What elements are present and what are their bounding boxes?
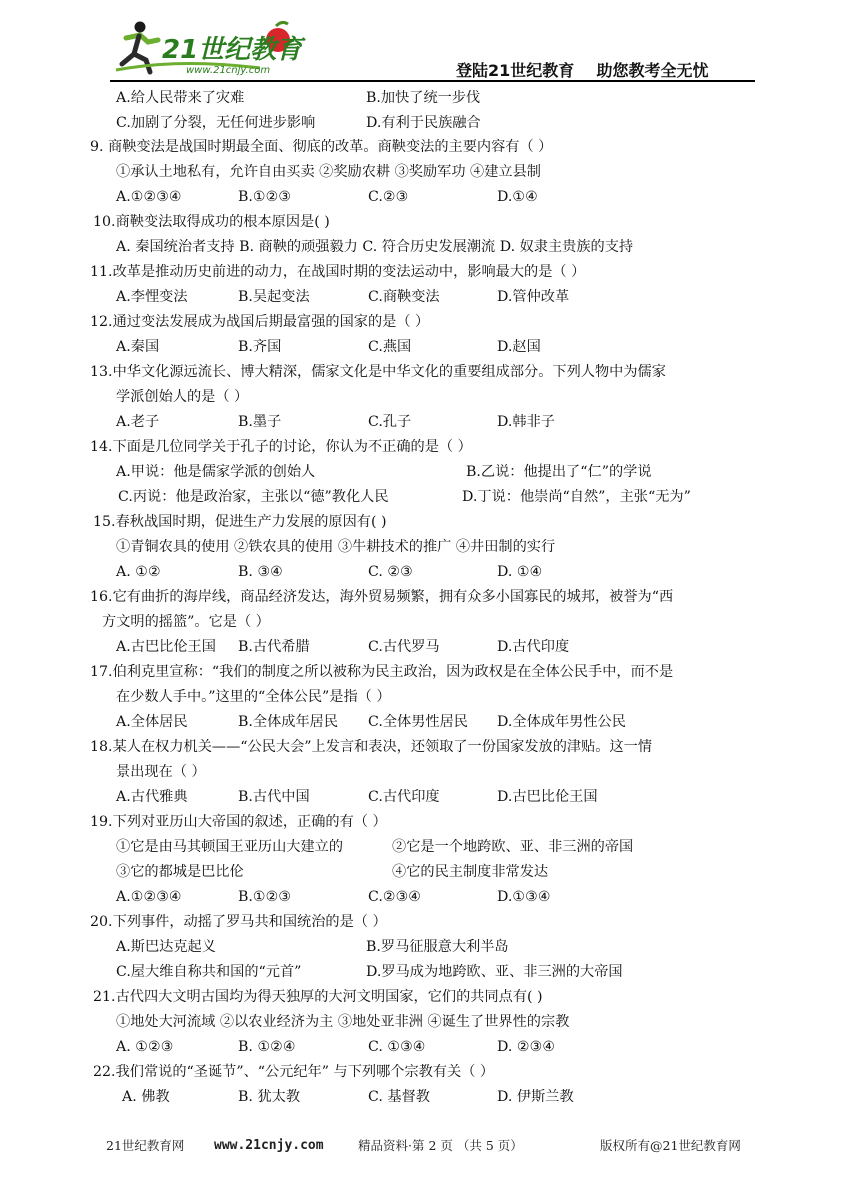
question-line	[0, 410, 860, 434]
question-line: 18.某人在权力机关——“公民大会”上发言和表决，还领取了一份国家发放的津贴。这一情	[90, 739, 653, 755]
footer-page-info: 精品资料·第 2 页 （共 5 页）	[358, 1138, 523, 1153]
question-line	[0, 185, 860, 209]
answer-option: A. 佛教	[122, 1089, 170, 1105]
question-line: 20.下列事件，动摇了罗马共和国统治的是（ ）	[90, 914, 387, 930]
answer-option: D.有利于民族融合	[366, 114, 481, 131]
question-line: 9. 商鞅变法是战国时期最全面、彻底的改革。商鞅变法的主要内容有（ ）	[90, 139, 553, 155]
question-line	[0, 635, 860, 659]
answer-option: A.全体居民	[116, 714, 188, 730]
answer-option: B.加快了统一步伐	[366, 90, 481, 106]
question-line: A. 秦国统治者支持 B. 商鞅的顽强毅力 C. 符合历史发展潮流 D. 奴隶主贵族的支持	[116, 239, 634, 255]
answer-option: A.古代雅典	[116, 789, 188, 805]
answer-option: D. 伊斯兰教	[497, 1089, 574, 1105]
header-divider	[110, 80, 755, 82]
question-line	[0, 860, 860, 884]
question-line	[0, 111, 860, 135]
site-logo	[110, 18, 310, 80]
answer-option: D. ②③④	[497, 1039, 556, 1055]
answer-option: A.①②③④	[116, 189, 182, 205]
question-line: 景出现在（ ）	[116, 764, 206, 780]
answer-option: ④它的民主制度非常发达	[392, 864, 549, 880]
question-line: 22.我们常说的“圣诞节”、“公元纪年” 与下列哪个宗教有关（ ）	[93, 1064, 495, 1080]
answer-option: A.秦国	[116, 339, 160, 355]
question-line	[0, 960, 860, 984]
question-line	[0, 285, 860, 309]
answer-option: D. ①④	[497, 564, 543, 580]
question-line: 学派创始人的是（ ）	[116, 389, 249, 405]
answer-option: A.斯巴达克起义	[116, 939, 216, 955]
question-line: 方文明的摇篮”。它是（ ）	[102, 614, 270, 630]
question-line	[0, 86, 860, 110]
answer-option: B.吴起变法	[238, 289, 310, 305]
answer-option: A. ①②	[116, 564, 161, 580]
answer-option: A. ①②③	[116, 1039, 174, 1055]
answer-option: C.燕国	[368, 339, 412, 355]
answer-option: C.屋大维自称共和国的“元首”	[116, 964, 302, 980]
answer-option: B.①②③	[238, 189, 292, 205]
answer-option: B.全体成年居民	[238, 714, 339, 730]
answer-option: A.甲说：他是儒家学派的创始人	[116, 464, 316, 480]
question-line	[0, 460, 860, 484]
answer-option: B.齐国	[238, 339, 282, 355]
answer-option: C. 基督教	[368, 1089, 430, 1105]
answer-option: D.①③④	[497, 889, 551, 905]
answer-option: D.赵国	[497, 339, 541, 355]
answer-option: B.罗马征服意大利半岛	[366, 939, 509, 955]
answer-option: C.全体男性居民	[368, 714, 468, 730]
question-line: 12.通过变法发展成为战国后期最富强的国家的是（ ）	[90, 314, 430, 330]
question-line	[0, 485, 860, 509]
answer-option: B.墨子	[238, 414, 282, 430]
question-line	[0, 1085, 860, 1109]
answer-option: B.古代中国	[238, 789, 310, 805]
answer-option: A.李悝变法	[116, 289, 188, 305]
answer-option: D.管仲改革	[497, 289, 570, 305]
answer-option: D.丁说：他崇尚“自然”，主张“无为”	[462, 489, 691, 505]
question-line: 11.改革是推动历史前进的动力，在战国时期的变法运动中，影响最大的是（ ）	[90, 264, 586, 280]
answer-option: C.②③	[368, 189, 409, 205]
answer-option: D.①④	[497, 189, 538, 205]
answer-option: B.乙说：他提出了“仁”的学说	[466, 464, 652, 480]
answer-option: A.古巴比伦王国	[116, 639, 216, 655]
question-line: ①地处大河流域 ②以农业经济为主 ③地处亚非洲 ④诞生了世界性的宗教	[116, 1014, 570, 1030]
answer-option: D.韩非子	[497, 414, 555, 430]
answer-option: A.给人民带来了灾难	[116, 90, 245, 106]
answer-option: ③它的都城是巴比伦	[116, 864, 244, 880]
header-slogan: 登陆21世纪教育 助您教考全无忧	[456, 61, 709, 80]
answer-option: B.古代希腊	[238, 639, 310, 655]
answer-option: A.老子	[116, 414, 160, 430]
question-line: 16.它有曲折的海岸线，商品经济发达，海外贸易频繁，拥有众多小国寡民的城邦，被誉为“西	[90, 589, 674, 605]
answer-option: C.商鞅变法	[368, 289, 440, 305]
answer-option: D.古巴比伦王国	[497, 789, 598, 805]
footer-website: www.21cnjy.com	[214, 1138, 324, 1153]
answer-option: D.罗马成为地跨欧、亚、非三洲的大帝国	[366, 964, 623, 980]
answer-option: C.孔子	[368, 414, 412, 430]
answer-option: A.①②③④	[116, 889, 182, 905]
answer-option: C.加剧了分裂，无任何进步影响	[116, 114, 316, 131]
question-line	[0, 335, 860, 359]
answer-option: D.全体成年男性公民	[497, 714, 626, 730]
answer-option: D.古代印度	[497, 639, 570, 655]
question-line	[0, 935, 860, 959]
answer-option: ②它是一个地跨欧、亚、非三洲的帝国	[392, 839, 634, 855]
answer-option: B.①②③	[238, 889, 292, 905]
answer-option: B. 犹太教	[238, 1089, 301, 1105]
answer-option: ①它是由马其顿国王亚历山大建立的	[116, 839, 344, 855]
page-header	[0, 0, 860, 84]
question-line: 19.下列对亚历山大帝国的叙述，正确的有（ ）	[90, 814, 387, 830]
page-footer	[0, 1134, 860, 1158]
logo-text: 21世纪教育	[162, 35, 303, 65]
question-line	[0, 1035, 860, 1059]
answer-option: C. ①③④	[368, 1039, 426, 1055]
question-line: 15.春秋战国时期，促进生产力发展的原因有( )	[93, 514, 387, 530]
question-line	[0, 710, 860, 734]
question-line: 10.商鞅变法取得成功的根本原因是( )	[93, 214, 330, 230]
answer-option: C.②③④	[368, 889, 422, 905]
question-line: 13.中华文化源远流长、博大精深，儒家文化是中华文化的重要组成部分。下列人物中为儒家	[90, 364, 666, 380]
question-line	[0, 885, 860, 909]
question-line: 14.下面是几位同学关于孔子的讨论，你认为不正确的是（ ）	[90, 439, 472, 455]
question-line	[0, 785, 860, 809]
answer-option: C.丙说：他是政治家，主张以“德”教化人民	[118, 489, 389, 505]
answer-option: C. ②③	[368, 564, 413, 580]
question-line: ①承认土地私有，允许自由买卖 ②奖励农耕 ③奖励军功 ④建立县制	[116, 164, 541, 180]
answer-option: B. ③④	[238, 564, 283, 580]
question-line: 17.伯利克里宣称：“我们的制度之所以被称为民主政治，因为政权是在全体公民手中，而不是	[90, 664, 674, 680]
question-line: ①青铜农具的使用 ②铁农具的使用 ③牛耕技术的推广 ④井田制的实行	[116, 539, 556, 555]
footer-copyright: 版权所有@21世纪教育网	[600, 1138, 741, 1153]
question-line	[0, 560, 860, 584]
answer-option: C.古代罗马	[368, 639, 440, 655]
question-line	[0, 835, 860, 859]
logo-url: www.21cnjy.com	[186, 65, 271, 76]
footer-site-name: 21世纪教育网	[106, 1138, 185, 1153]
answer-option: B. ①②④	[238, 1039, 296, 1055]
question-line: 在少数人手中。”这里的“全体公民”是指（ ）	[116, 689, 391, 705]
question-line: 21.古代四大文明古国均为得天独厚的大河文明国家，它们的共同点有( )	[93, 989, 543, 1005]
answer-option: C.古代印度	[368, 789, 440, 805]
